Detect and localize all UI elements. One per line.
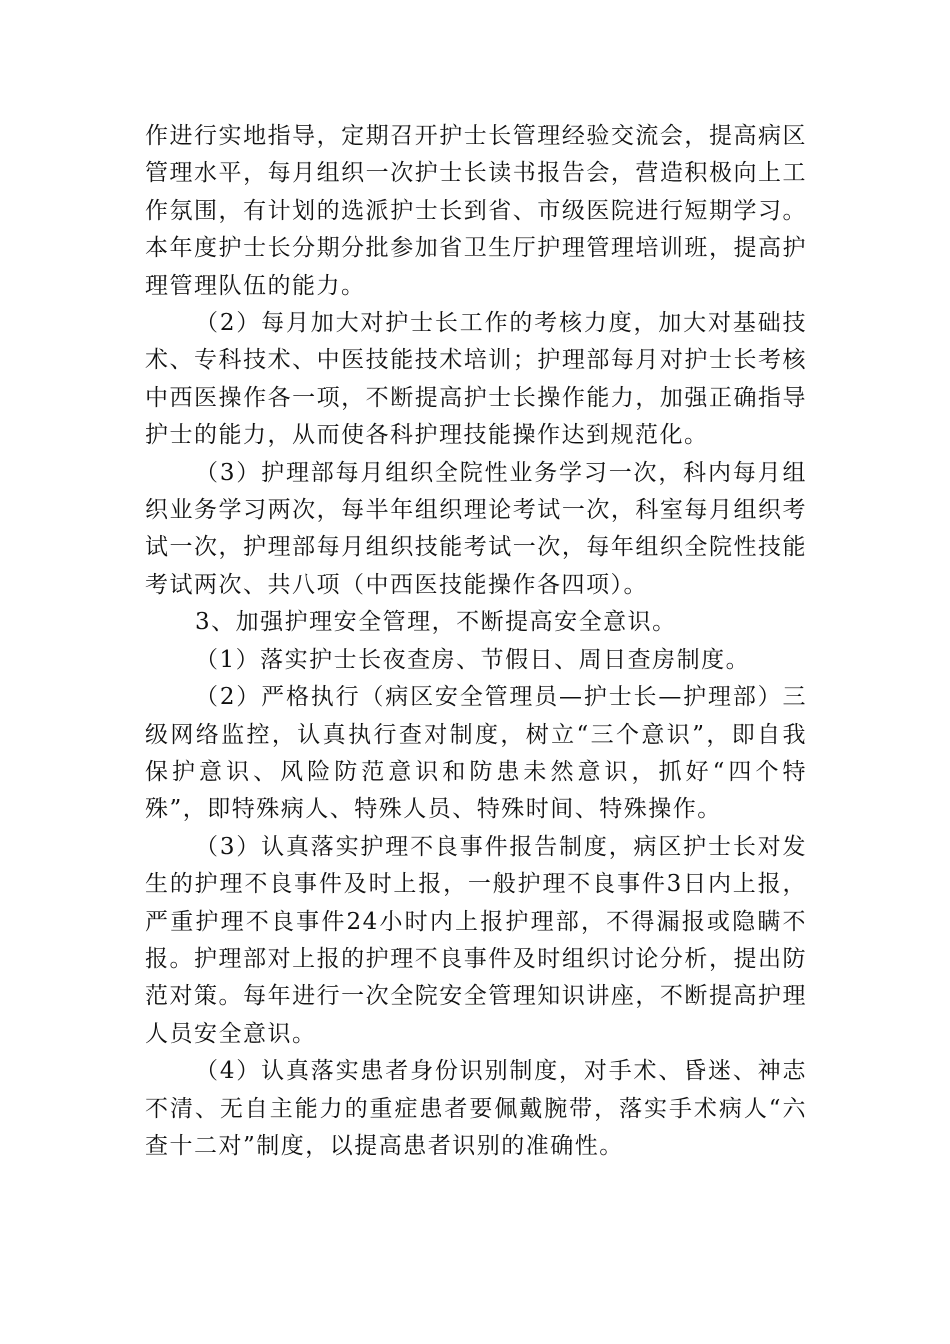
- paragraph-8: （4）认真落实患者身份识别制度，对手术、昏迷、神志不清、无自主能力的重症患者要佩戴腕带，落实手术病人“六查十二对”制度，以提高患者识别的准确性。: [145, 1058, 807, 1159]
- paragraph-6: （2）严格执行（病区安全管理员—护士长—护理部）三级网络监控，认真执行查对制度，树立“三个意识”，即自我保护意识、风险防范意识和防患未然意识，抓好“四个特殊”，即特殊病人、特殊人员、特殊时间、特殊操作。: [145, 684, 807, 823]
- section-heading-3: 3、加强护理安全管理，不断提高安全意识。: [195, 609, 677, 636]
- paragraph-2: （2）每月加大对护士长工作的考核力度，加大对基础技术、专科技术、中医技能技术培训；护理部每月对护士长考核中西医操作各一项，不断提高护士长操作能力，加强正确指导护士的能力，从而使各科护理技能操作达到规范化。: [145, 310, 807, 449]
- paragraph-5: （1）落实护士长夜查房、节假日、周日查房制度。: [195, 646, 751, 673]
- paragraph-1: 作进行实地指导，定期召开护士长管理经验交流会，提高病区管理水平，每月组织一次护士长读书报告会，营造积极向上工作氛围，有计划的选派护士长到省、市级医院进行短期学习。本年度护士长分期分批参加省卫生厅护理管理培训班，提高护理管理队伍的能力。: [145, 123, 807, 299]
- paragraph-7: （3）认真落实护理不良事件报告制度，病区护士长对发生的护理不良事件及时上报，一般护理不良事件3日内上报，严重护理不良事件24小时内上报护理部，不得漏报或隐瞒不报。护理部对上报的护理不良事件及时组织讨论分析，提出防范对策。每年进行一次全院安全管理知识讲座，不断提高护理人员安全意识。: [145, 833, 807, 1047]
- paragraph-3: （3）护理部每月组织全院性业务学习一次，科内每月组织业务学习两次，每半年组织理论考试一次，科室每月组织考试一次，护理部每月组织技能考试一次，每年组织全院性技能考试两次、共八项（中西医技能操作各四项）。: [145, 459, 807, 598]
- document-body: [145, 118, 807, 1165]
